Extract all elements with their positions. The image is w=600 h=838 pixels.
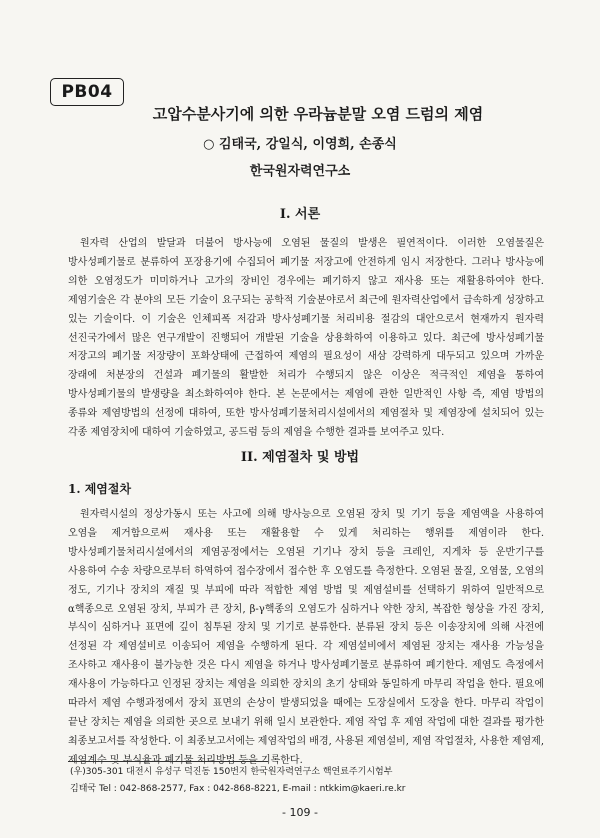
footnote-contact: 김태국 Tel : 042-868-2577, Fax : 042-868-8221, E-mail : ntkkim@kaeri.re.kr (70, 784, 406, 794)
affiliation: 한국원자력연구소 (249, 164, 351, 179)
section-heading-procedure: II. 제염절차 및 방법 (240, 450, 360, 465)
footnote-rule (68, 761, 268, 762)
procedure-paragraph: 원자력시설의 정상가동시 또는 사고에 의해 방사능으로 오염된 장치 및 기기 등을 제염액을 사용하여 오염을 제거함으로써 재사용 또는 재활용할 수 있게 처리하는 행위를 제염이라 한다. 방사성폐기물처리시설에서의 제염공정에서는 오염된 기기나 장치 등을 크레인, 지게차 등 운반기구를 사용하여 수송 차량으로부터 하역하여 접수장에서 접수한 후 오염도를 측정한다. 오염된 물질, 오염물, 오염의 정도, 기기나 장치의 재질 및 부피에 따라 적합한 제염 방법 및 제염설비를 선택하기 위하여 일반적으로 α핵종으로 오염된 장치, 부피가 큰 장치, β-γ핵종의 오염도가 심하거나 약한 장치, 복잡한 형상을 가진 장치, 부식이 심하거나 표면에 깊이 침투된 장치 및 기기로 분류한다. 분류된 장치 등은 이송장치에 의해 사전에 선정된 각 제염설비로 이송되어 제염을 수행하게 된다. 각 제염설비에서 제염된 장치는 재사용 가능성을 조사하고 재사용이 불가능한 것은 다시 제염을 하거나 방사성폐기물로 분류하여 폐기한다. 제염도 측정에서 재사용이 가능하다고 인정된 장치는 제염을 의뢰한 장치의 초기 상태와 동일하게 마무리 작업을 한다. 필요에 따라서 제염 수행과정에서 장치 표면의 손상이 발생되었을 때에는 도장실에서 도장을 한다. 마무리 작업이 끝난 장치는 제염을 의뢰한 곳으로 보내기 위해 일시 보관한다. 제염 작업 후 제염 작업에 대한 결과를 평가한 최종보고서를 작성한다. 이 최종보고서에는 제염작업의 배경, 사용된 제염설비, 제염 작업절차, 사용한 제염제, 제염계수 및 부식율과 폐기물 처리방법 등을 기록한다. (68, 509, 544, 766)
footnote-address: (우)305-301 대전시 유성구 덕진동 150번지 한국원자력연구소 핵연료주기시험부 (70, 767, 393, 777)
paper-code-box: PB04 (50, 78, 124, 106)
author-list: ○ 김태국, 강일식, 이영희, 손종식 (203, 137, 397, 152)
paper-title: 고압수분사기에 의한 우라늄분말 오염 드럼의 제염 (152, 105, 484, 123)
subsection-heading-procedure: 1. 제염절차 (68, 482, 132, 496)
introduction-paragraph: 원자력 산업의 발달과 더불어 방사능에 오염된 물질의 발생은 필연적이다. 이러한 오염물질은 방사성폐기물로 분류하여 포장용기에 수집되어 폐기물 저장고에 안전하게 임시 저장한다. 그러나 방사능에 의한 오염정도가 미미하거나 고가의 장비인 경우에는 폐기하지 않고 재사용 또는 재활용하여야 한다. 제염기술은 각 분야의 모든 기술이 요구되는 공학적 기술분야로서 최근에 원자력산업에서 급속하게 성장하고 있는 기술이다. 이 기술은 인체피폭 저감과 방사성폐기물 처리비용 절감의 대안으로서 현재까지 원자력 선진국가에서 많은 연구개발이 진행되어 개발된 기술을 상용화하여 이용하고 있다. 최근에 방사성폐기물 저장고의 폐기물 저장량이 포화상태에 근접하여 제염의 필요성이 새삼 강력하게 대두되고 있으며 가까운 장래에 처분장의 건설과 폐기물의 활발한 처리가 수행되지 않은 이상은 적극적인 제염을 통하여 방사성폐기물의 발생량을 최소화하여야 한다. 본 논문에서는 제염에 관한 일반적인 사항 즉, 제염 방법의 종류와 제염방법의 선정에 대하여, 또한 방사성폐기물처리시설에서의 제염절차 및 제염장에 설치되어 있는 각종 제염장치에 대하여 기술하였고, 공드럼 등의 제염을 수행한 결과를 보여주고 있다. (68, 238, 544, 439)
section-heading-introduction: I. 서론 (279, 207, 321, 222)
page-number: - 109 - (282, 806, 318, 819)
